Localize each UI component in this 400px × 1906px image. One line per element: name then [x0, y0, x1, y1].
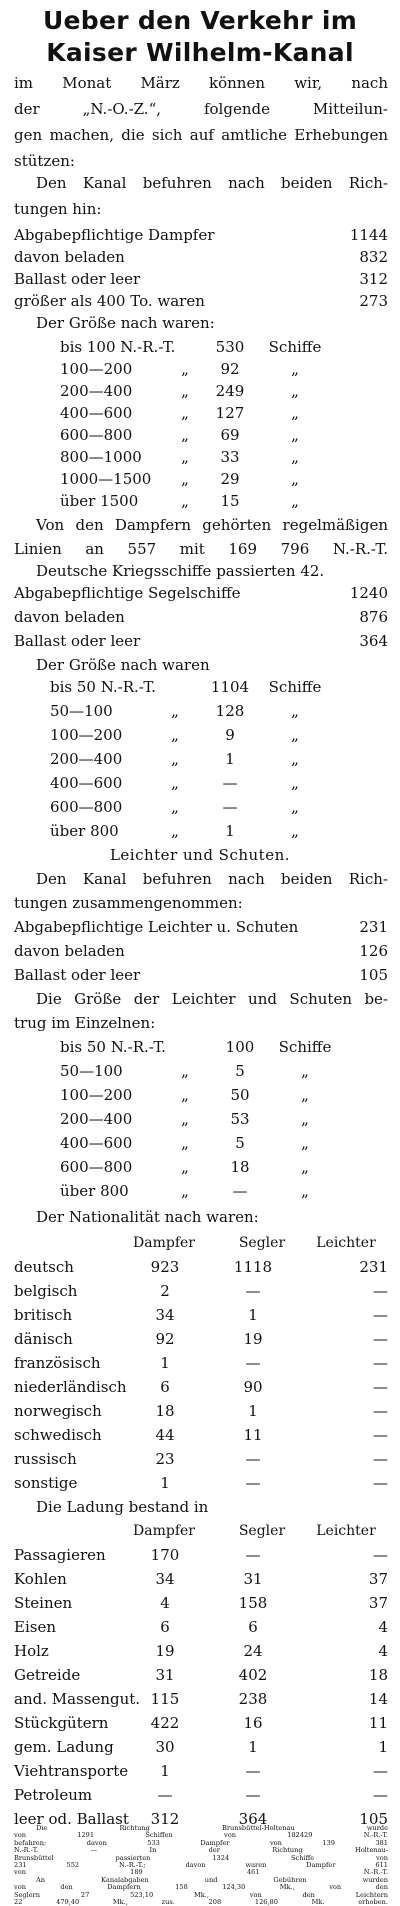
- segler-size-row: [0, 794, 400, 820]
- leichter-size-value: 5: [235, 1134, 245, 1152]
- segler-size-range: 50—100: [50, 702, 113, 720]
- nationality-label: britisch: [14, 1306, 73, 1324]
- cargo-row: [0, 1566, 400, 1592]
- cargo-value: 6: [248, 1618, 258, 1636]
- cargo-value: 115: [150, 1690, 180, 1708]
- cargo-value: —: [157, 1786, 173, 1804]
- closing-line: Brunsbüttel passierten 1324 Schiffe von: [14, 1853, 388, 1862]
- nationality-value: 1: [160, 1354, 170, 1372]
- leichter-size-range: bis 50 N.-R.-T.: [60, 1038, 166, 1056]
- nationality-label: niederländisch: [14, 1378, 127, 1396]
- dampfer-size-ditto: „: [181, 492, 189, 510]
- dampfer-size-value: 92: [220, 360, 240, 378]
- leichter-value: 105: [359, 966, 388, 984]
- dampfer-label: größer als 400 To. waren: [14, 292, 205, 310]
- closing-line: An Kanalabgaben und Gebühren wurden: [36, 1875, 388, 1884]
- nationality-value: 1: [160, 1474, 170, 1492]
- leichter-size-unit: „: [301, 1134, 309, 1152]
- leichter-heading: Leichter und Schuten.: [109, 846, 291, 864]
- cargo-value: 238: [238, 1690, 268, 1708]
- nationality-value: —: [373, 1330, 388, 1348]
- article-title: Kaiser Wilhelm-Kanal: [46, 38, 354, 67]
- dampfer-size-ditto: „: [181, 404, 189, 422]
- cargo-value: 170: [150, 1546, 180, 1564]
- leichter-size-heading: Die Größe der Leichter und Schuten be-: [36, 990, 388, 1008]
- leichter-size-ditto: „: [181, 1134, 189, 1152]
- nationality-value: —: [373, 1354, 388, 1372]
- cargo-label: Holz: [14, 1642, 49, 1660]
- segler-size-row: [0, 818, 400, 844]
- nationality-column-header: Segler: [238, 1235, 286, 1251]
- cargo-value: 19: [155, 1642, 175, 1660]
- segler-size-ditto: „: [171, 822, 179, 840]
- cargo-value: —: [373, 1546, 388, 1564]
- nationality-value: —: [245, 1450, 261, 1468]
- cargo-value: 16: [243, 1714, 263, 1732]
- dampfer-size-range: 100—200: [60, 360, 133, 378]
- nationality-row: [0, 1326, 400, 1352]
- leichter-size-unit: „: [301, 1182, 309, 1200]
- nationality-label: schwedisch: [14, 1426, 102, 1444]
- dampfer-liners-line: Linien an 557 mit 169 796 N.-R.-T.: [14, 540, 388, 558]
- nationality-value: —: [373, 1378, 388, 1396]
- nationality-row: [0, 1422, 400, 1448]
- segler-size-value: —: [222, 774, 238, 792]
- cargo-label: Getreide: [14, 1666, 81, 1684]
- nationality-label: französisch: [14, 1354, 101, 1372]
- cargo-column-header: Leichter: [316, 1523, 376, 1539]
- dampfer-value: 1144: [349, 226, 388, 244]
- dampfer-liners-line: Von den Dampfern gehörten regelmäßigen: [36, 516, 388, 534]
- cargo-value: 1: [378, 1738, 388, 1756]
- closing-line: von 1291 Schiffen von 182429 N.-R.-T.: [14, 1831, 388, 1840]
- nationality-value: —: [245, 1474, 261, 1492]
- nationality-column-header: Leichter: [316, 1235, 376, 1251]
- dampfer-size-range: 800—1000: [60, 448, 142, 466]
- cargo-value: 37: [368, 1570, 388, 1588]
- leichter-value: 231: [359, 918, 388, 936]
- leichter-size-unit: „: [301, 1158, 309, 1176]
- leichter-size-unit: „: [301, 1062, 309, 1080]
- segler-size-row: [0, 674, 400, 700]
- cargo-column-header: Dampfer: [133, 1523, 195, 1539]
- closing-line: 231 552 N.-R.-T.; davon waren Dampfer 611: [14, 1861, 388, 1869]
- cargo-value: 105: [359, 1810, 388, 1828]
- leichter-row: [0, 938, 400, 964]
- segler-size-value: 1: [225, 822, 235, 840]
- leichter-size-ditto: „: [181, 1110, 189, 1128]
- leichter-size-row: [0, 1106, 400, 1132]
- cargo-value: 1: [248, 1738, 258, 1756]
- dampfer-size-value: 69: [220, 426, 240, 444]
- dampfer-value: 312: [359, 270, 388, 288]
- leichter-size-range: 600—800: [60, 1158, 133, 1176]
- leichter-size-range: 100—200: [60, 1086, 133, 1104]
- segler-size-value: 1104: [210, 678, 250, 696]
- dampfer-size-unit: „: [291, 404, 299, 422]
- leichter-size-range: 400—600: [60, 1134, 133, 1152]
- segler-size-unit: „: [291, 822, 299, 840]
- segler-size-unit: „: [291, 774, 299, 792]
- dampfer-size-value: 15: [220, 492, 240, 510]
- dampfer-size-row: [0, 488, 400, 514]
- nationality-value: 1: [248, 1306, 258, 1324]
- dampfer-size-range: 400—600: [60, 404, 133, 422]
- segler-size-row: [0, 722, 400, 748]
- dampfer-label: Abgabepflichtige Dampfer: [14, 226, 215, 244]
- nationality-value: —: [373, 1474, 388, 1492]
- leichter-size-ditto: „: [181, 1086, 189, 1104]
- dampfer-size-unit: „: [291, 426, 299, 444]
- nationality-row: [0, 1398, 400, 1424]
- segler-size-value: 9: [225, 726, 235, 744]
- nationality-value: 923: [150, 1258, 180, 1276]
- cargo-column-header: Segler: [238, 1523, 286, 1539]
- dampfer-value: 832: [359, 248, 388, 266]
- closing-line: von den Dampfern 158 124,30 Mk., von den: [14, 1883, 388, 1892]
- nationality-heading: Der Nationalität nach waren:: [36, 1208, 259, 1226]
- cargo-value: 158: [238, 1594, 268, 1612]
- cargo-value: —: [373, 1762, 388, 1780]
- closing-line: Die Richtung Brunsbüttel-Holtenau wurde: [36, 1824, 388, 1832]
- cargo-value: 364: [238, 1810, 268, 1828]
- leichter-size-row: [0, 1034, 400, 1060]
- cargo-value: 402: [238, 1666, 268, 1684]
- cargo-value: —: [245, 1762, 261, 1780]
- cargo-value: 11: [368, 1714, 388, 1732]
- leichter-size-value: 50: [230, 1086, 250, 1104]
- segler-row: [0, 580, 400, 606]
- leichter-row: [0, 914, 400, 940]
- nationality-value: 2: [160, 1282, 170, 1300]
- leichter-size-unit: „: [301, 1086, 309, 1104]
- leichter-size-value: 5: [235, 1062, 245, 1080]
- leichter-size-value: —: [232, 1182, 248, 1200]
- cargo-heading: Die Ladung bestand in: [36, 1498, 209, 1516]
- nationality-label: sonstige: [14, 1474, 78, 1492]
- nationality-value: 23: [155, 1450, 175, 1468]
- dampfer-size-value: 249: [215, 382, 245, 400]
- dampfer-size-unit: „: [291, 470, 299, 488]
- dampfer-size-ditto: „: [181, 382, 189, 400]
- segler-value: 876: [359, 608, 388, 626]
- nationality-row: [0, 1446, 400, 1472]
- dampfer-size-range: 600—800: [60, 426, 133, 444]
- segler-size-ditto: „: [171, 798, 179, 816]
- leichter-size-heading: trug im Einzelnen:: [14, 1014, 156, 1032]
- nationality-value: —: [373, 1306, 388, 1324]
- nationality-label: belgisch: [14, 1282, 78, 1300]
- cargo-row: [0, 1614, 400, 1640]
- dampfer-size-heading: Der Größe nach waren:: [36, 314, 215, 332]
- cargo-value: 30: [155, 1738, 175, 1756]
- leichter-size-range: 200—400: [60, 1110, 133, 1128]
- closing-line: von 189 461 N.-R.-T.: [14, 1868, 388, 1877]
- leichter-size-ditto: „: [181, 1182, 189, 1200]
- dampfer-size-ditto: „: [181, 470, 189, 488]
- segler-size-ditto: „: [171, 750, 179, 768]
- intro-line: tungen hin:: [14, 200, 102, 218]
- dampfer-size-range: 1000—1500: [60, 470, 152, 488]
- leichter-label: Abgabepflichtige Leichter u. Schuten: [14, 918, 299, 936]
- nationality-value: 92: [155, 1330, 175, 1348]
- cargo-row: [0, 1710, 400, 1736]
- cargo-label: and. Massengut.: [14, 1690, 141, 1708]
- nationality-value: 34: [155, 1306, 175, 1324]
- dampfer-size-value: 33: [220, 448, 240, 466]
- leichter-label: davon beladen: [14, 942, 125, 960]
- segler-row: [0, 628, 400, 654]
- dampfer-size-unit: „: [291, 492, 299, 510]
- leichter-size-unit: Schiffe: [278, 1038, 332, 1056]
- segler-size-value: 1: [225, 750, 235, 768]
- nationality-row: [0, 1374, 400, 1400]
- dampfer-size-ditto: „: [181, 448, 189, 466]
- leichter-size-ditto: „: [181, 1158, 189, 1176]
- cargo-value: 4: [378, 1642, 388, 1660]
- segler-size-range: 100—200: [50, 726, 123, 744]
- dampfer-size-range: über 1500: [60, 492, 139, 510]
- cargo-value: 34: [155, 1570, 175, 1588]
- cargo-value: 31: [155, 1666, 175, 1684]
- dampfer-size-value: 530: [215, 338, 245, 356]
- segler-size-ditto: „: [171, 726, 179, 744]
- segler-size-range: 400—600: [50, 774, 123, 792]
- cargo-label: Eisen: [14, 1618, 56, 1636]
- cargo-value: —: [373, 1786, 388, 1804]
- intro-line: im Monat März können wir, nach: [14, 74, 388, 92]
- cargo-value: 422: [150, 1714, 180, 1732]
- segler-size-unit: „: [291, 750, 299, 768]
- leichter-size-range: über 800: [60, 1182, 129, 1200]
- nationality-value: 44: [155, 1426, 175, 1444]
- nationality-label: norwegisch: [14, 1402, 102, 1420]
- leichter-size-value: 100: [225, 1038, 255, 1056]
- cargo-row: [0, 1662, 400, 1688]
- segler-size-unit: „: [291, 726, 299, 744]
- cargo-label: Petroleum: [14, 1786, 93, 1804]
- cargo-value: 24: [243, 1642, 263, 1660]
- nationality-row: [0, 1302, 400, 1328]
- nationality-value: 11: [243, 1426, 263, 1444]
- segler-size-ditto: „: [171, 702, 179, 720]
- leichter-size-unit: „: [301, 1110, 309, 1128]
- leichter-size-row: [0, 1058, 400, 1084]
- nationality-column-header: Dampfer: [133, 1235, 195, 1251]
- dampfer-size-unit: Schiffe: [268, 338, 322, 356]
- dampfer-size-value: 29: [220, 470, 240, 488]
- segler-size-range: bis 50 N.-R.-T.: [50, 678, 156, 696]
- leichter-size-row: [0, 1082, 400, 1108]
- cargo-value: 37: [368, 1594, 388, 1612]
- cargo-label: Steinen: [14, 1594, 73, 1612]
- nationality-value: —: [373, 1402, 388, 1420]
- leichter-intro-line: tungen zusammengenommen:: [14, 894, 243, 912]
- dampfer-size-unit: „: [291, 382, 299, 400]
- segler-value: 1240: [349, 584, 388, 602]
- segler-label: Ballast oder leer: [14, 632, 141, 650]
- segler-label: davon beladen: [14, 608, 125, 626]
- dampfer-size-range: bis 100 N.-R.-T.: [60, 338, 176, 356]
- leichter-intro-line: Den Kanal befuhren nach beiden Rich-: [36, 870, 388, 888]
- cargo-column-headers: [0, 1518, 400, 1544]
- nationality-value: —: [373, 1426, 388, 1444]
- cargo-value: —: [245, 1546, 261, 1564]
- leichter-row: [0, 962, 400, 988]
- segler-size-range: über 800: [50, 822, 119, 840]
- nationality-value: 231: [359, 1258, 388, 1276]
- segler-size-unit: „: [291, 702, 299, 720]
- cargo-value: 18: [368, 1666, 388, 1684]
- dampfer-size-range: 200—400: [60, 382, 133, 400]
- closing-line: N.-R.-T. — In der Richtung Holtenau-: [14, 1846, 388, 1855]
- intro-line: stützen:: [14, 152, 75, 170]
- intro-line: gen machen, die sich auf amtliche Erhebungen: [14, 126, 388, 144]
- leichter-label: Ballast oder leer: [14, 966, 141, 984]
- cargo-label: Viehtransporte: [14, 1762, 129, 1780]
- closing-line: 22 479,40 Mk., zus. 208 126,80 Mk. erhoben.: [14, 1898, 388, 1906]
- dampfer-size-unit: „: [291, 448, 299, 466]
- nationality-value: 18: [155, 1402, 175, 1420]
- nationality-label: russisch: [14, 1450, 77, 1468]
- nationality-column-headers: [0, 1230, 400, 1256]
- cargo-label: Passagieren: [14, 1546, 106, 1564]
- cargo-row: [0, 1638, 400, 1664]
- segler-size-row: [0, 746, 400, 772]
- cargo-value: 4: [160, 1594, 170, 1612]
- cargo-value: —: [245, 1786, 261, 1804]
- cargo-label: leer od. Ballast: [14, 1810, 129, 1828]
- cargo-value: 14: [368, 1690, 388, 1708]
- nationality-value: —: [373, 1450, 388, 1468]
- cargo-value: 6: [160, 1618, 170, 1636]
- dampfer-size-value: 127: [215, 404, 245, 422]
- cargo-row: [0, 1782, 400, 1808]
- nationality-value: —: [245, 1354, 261, 1372]
- leichter-size-value: 18: [230, 1158, 250, 1176]
- cargo-row: [0, 1734, 400, 1760]
- intro-line: der „N.-O.-Z.“, folgende Mitteilun-: [14, 100, 388, 118]
- nationality-value: 90: [243, 1378, 263, 1396]
- segler-size-ditto: „: [171, 774, 179, 792]
- cargo-label: Stückgütern: [14, 1714, 109, 1732]
- nationality-value: —: [245, 1282, 261, 1300]
- nationality-row: [0, 1350, 400, 1376]
- leichter-size-row: [0, 1130, 400, 1156]
- nationality-value: 1118: [233, 1258, 273, 1276]
- segler-size-unit: Schiffe: [268, 678, 322, 696]
- cargo-label: Kohlen: [14, 1570, 67, 1588]
- segler-size-range: 200—400: [50, 750, 123, 768]
- nationality-value: —: [373, 1282, 388, 1300]
- closing-line: Seglern 27 523,10 Mk., von den Leichtern: [14, 1890, 388, 1899]
- cargo-value: 1: [160, 1762, 170, 1780]
- closing-line: befahren; davon 533 Dampfer von 139 381: [14, 1838, 388, 1847]
- segler-size-unit: „: [291, 798, 299, 816]
- intro-line: Den Kanal befuhren nach beiden Rich-: [36, 174, 388, 192]
- cargo-row: [0, 1542, 400, 1568]
- cargo-value: 31: [243, 1570, 263, 1588]
- article-title: Ueber den Verkehr im: [42, 6, 358, 35]
- leichter-value: 126: [359, 942, 388, 960]
- nationality-value: 19: [243, 1330, 263, 1348]
- dampfer-size-ditto: „: [181, 360, 189, 378]
- dampfer-value: 273: [359, 292, 388, 310]
- dampfer-size-unit: „: [291, 360, 299, 378]
- segler-size-row: [0, 770, 400, 796]
- segler-size-row: [0, 698, 400, 724]
- leichter-size-ditto: „: [181, 1062, 189, 1080]
- dampfer-size-ditto: „: [181, 426, 189, 444]
- cargo-row: [0, 1590, 400, 1616]
- nationality-label: dänisch: [14, 1330, 73, 1348]
- dampfer-label: davon beladen: [14, 248, 125, 266]
- cargo-row: [0, 1758, 400, 1784]
- nationality-row: [0, 1278, 400, 1304]
- segler-row: [0, 604, 400, 630]
- cargo-row: [0, 1686, 400, 1712]
- nationality-value: 6: [160, 1378, 170, 1396]
- segler-label: Abgabepflichtige Segelschiffe: [14, 584, 241, 602]
- leichter-size-range: 50—100: [60, 1062, 123, 1080]
- leichter-size-row: [0, 1178, 400, 1204]
- cargo-value: 312: [150, 1810, 180, 1828]
- dampfer-label: Ballast oder leer: [14, 270, 141, 288]
- nationality-value: 1: [248, 1402, 258, 1420]
- cargo-value: 4: [378, 1618, 388, 1636]
- leichter-size-value: 53: [230, 1110, 250, 1128]
- nationality-label: deutsch: [14, 1258, 74, 1276]
- segler-value: 364: [359, 632, 388, 650]
- segler-size-heading: Der Größe nach waren: [36, 656, 210, 674]
- cargo-label: gem. Ladung: [14, 1738, 114, 1756]
- segler-size-range: 600—800: [50, 798, 123, 816]
- segler-size-value: 128: [215, 702, 245, 720]
- nationality-row: [0, 1254, 400, 1280]
- segler-size-value: —: [222, 798, 238, 816]
- nationality-row: [0, 1470, 400, 1496]
- warships-line: Deutsche Kriegsschiffe passierten 42.: [36, 562, 325, 580]
- leichter-size-row: [0, 1154, 400, 1180]
